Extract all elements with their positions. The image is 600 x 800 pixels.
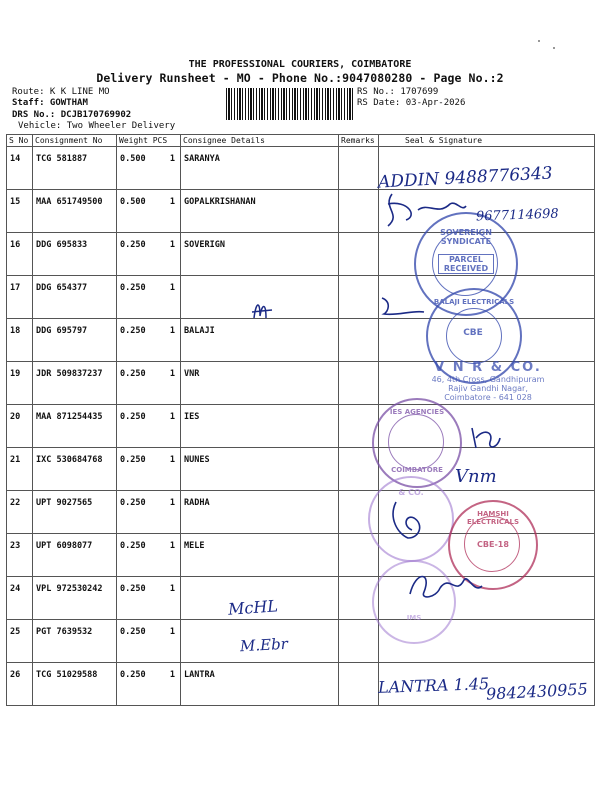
signature-row24 bbox=[406, 566, 486, 606]
mele-stamp-text: HAMSHI ELECTRICALS bbox=[467, 510, 519, 526]
cell-sno: 14 bbox=[7, 147, 33, 190]
cell-remarks bbox=[339, 276, 379, 319]
cell-sno: 26 bbox=[7, 663, 33, 706]
weight-value: 0.250 bbox=[120, 455, 146, 465]
cell-remarks bbox=[339, 448, 379, 491]
cell-remarks bbox=[339, 190, 379, 233]
mele-stamp-code: CBE-18 bbox=[477, 540, 509, 549]
cell-remarks bbox=[339, 319, 379, 362]
weight-value: 0.250 bbox=[120, 584, 146, 594]
cell-weight bbox=[117, 147, 181, 190]
vnr-stamp-addr3: Coimbatore - 641 028 bbox=[444, 393, 532, 402]
cell-sno: 21 bbox=[7, 448, 33, 491]
col-weight-pcs: Weight PCS bbox=[117, 135, 181, 147]
pcs-value: 1 bbox=[169, 498, 175, 508]
vehicle-label: Vehicle: Two Wheeler Delivery bbox=[18, 121, 176, 131]
cell-remarks bbox=[339, 405, 379, 448]
cell-sno: 18 bbox=[7, 319, 33, 362]
cell-weight bbox=[117, 663, 181, 706]
cell-sno: 19 bbox=[7, 362, 33, 405]
cell-consignment: PGT 7639532 bbox=[33, 620, 117, 663]
cell-weight bbox=[117, 577, 181, 620]
cell-consignment: DDG 654377 bbox=[33, 276, 117, 319]
pcs-value: 1 bbox=[169, 541, 175, 551]
cell-weight bbox=[117, 405, 181, 448]
cell-weight bbox=[117, 491, 181, 534]
cell-remarks bbox=[339, 147, 379, 190]
col-remarks: Remarks bbox=[339, 135, 379, 147]
cell-sno: 23 bbox=[7, 534, 33, 577]
radha-stamp-text: & CO. bbox=[398, 488, 424, 497]
weight-value: 0.250 bbox=[120, 670, 146, 680]
weight-value: 0.250 bbox=[120, 627, 146, 637]
runsheet-title: Delivery Runsheet - MO - Phone No.:9047080280 - Page No.:2 bbox=[96, 71, 504, 85]
table-row bbox=[7, 319, 595, 362]
table-header-row bbox=[7, 135, 595, 147]
col-sno: S No bbox=[7, 135, 33, 147]
cell-consignment: DDG 695797 bbox=[33, 319, 117, 362]
drs-number: DRS No.: DCJB170769902 bbox=[12, 110, 132, 120]
parcel-received-text: PARCEL RECEIVED bbox=[438, 254, 494, 274]
ies-stamp-city: COIMBATORE bbox=[391, 466, 443, 474]
vnr-stamp bbox=[398, 360, 578, 402]
cell-seal bbox=[379, 620, 595, 663]
signature-row20 bbox=[468, 424, 504, 454]
cell-remarks bbox=[339, 663, 379, 706]
vnr-stamp-addr2: Rajiv Gandhi Nagar, bbox=[448, 384, 528, 393]
cell-consignee: SARANYA bbox=[181, 147, 339, 190]
route-label: Route: K K LINE MO bbox=[12, 87, 110, 97]
cell-sno: 17 bbox=[7, 276, 33, 319]
table-row bbox=[7, 620, 595, 663]
balaji-stamp-text: BALAJI ELECTRICALS bbox=[433, 298, 515, 306]
pcs-value: 1 bbox=[169, 154, 175, 164]
weight-value: 0.250 bbox=[120, 541, 146, 551]
table-row bbox=[7, 405, 595, 448]
pcs-value: 1 bbox=[169, 412, 175, 422]
cell-consignment: TCG 51029588 bbox=[33, 663, 117, 706]
weight-value: 0.500 bbox=[120, 154, 146, 164]
cell-seal bbox=[379, 319, 595, 362]
pcs-value: 1 bbox=[169, 197, 175, 207]
cell-consignee: GOPALKRISHANAN bbox=[181, 190, 339, 233]
cell-remarks bbox=[339, 620, 379, 663]
weight-value: 0.250 bbox=[120, 240, 146, 250]
cell-sno: 20 bbox=[7, 405, 33, 448]
signature-row17 bbox=[378, 296, 428, 318]
pcs-value: 1 bbox=[169, 584, 175, 594]
pcs-value: 1 bbox=[169, 326, 175, 336]
table-row bbox=[7, 534, 595, 577]
pcs-value: 1 bbox=[169, 455, 175, 465]
cell-consignment: DDG 695833 bbox=[33, 233, 117, 276]
cell-weight bbox=[117, 620, 181, 663]
cell-weight bbox=[117, 362, 181, 405]
col-seal: Seal & Signature bbox=[379, 135, 595, 147]
table-row bbox=[7, 276, 595, 319]
weight-value: 0.250 bbox=[120, 412, 146, 422]
cell-remarks bbox=[339, 491, 379, 534]
pcs-value: 1 bbox=[169, 369, 175, 379]
cell-sno: 24 bbox=[7, 577, 33, 620]
cell-consignee: IES bbox=[181, 405, 339, 448]
handwriting-row26-phone: 9842430955 bbox=[485, 679, 589, 704]
sovereign-stamp-text: SOVEREIGN SYNDICATE bbox=[440, 228, 492, 246]
rs-number: RS No.: 1707699 bbox=[357, 87, 439, 97]
weight-value: 0.500 bbox=[120, 197, 146, 207]
table-row bbox=[7, 448, 595, 491]
pcs-value: 1 bbox=[169, 670, 175, 680]
cell-sno: 15 bbox=[7, 190, 33, 233]
cell-weight bbox=[117, 319, 181, 362]
cell-weight bbox=[117, 448, 181, 491]
cell-remarks bbox=[339, 362, 379, 405]
cell-consignment: MAA 651749500 bbox=[33, 190, 117, 233]
cell-weight bbox=[117, 190, 181, 233]
staff-label: Staff: GOWTHAM bbox=[12, 98, 88, 108]
company-title: THE PROFESSIONAL COURIERS, COIMBATORE bbox=[188, 59, 412, 70]
handwriting-row14: ADDIN 9488776343 bbox=[377, 163, 554, 193]
cell-consignee: SOVERIGN bbox=[181, 233, 339, 276]
cell-remarks bbox=[339, 577, 379, 620]
cell-consignee: VNR bbox=[181, 362, 339, 405]
pcs-value: 1 bbox=[169, 627, 175, 637]
weight-value: 0.250 bbox=[120, 369, 146, 379]
cell-consignee: BALAJI bbox=[181, 319, 339, 362]
cell-consignment: UPT 9027565 bbox=[33, 491, 117, 534]
ims-stamp-text: IMS bbox=[406, 614, 422, 622]
cell-sno: 25 bbox=[7, 620, 33, 663]
cell-remarks bbox=[339, 233, 379, 276]
table-row bbox=[7, 491, 595, 534]
handwriting-row25: McHL bbox=[227, 596, 279, 619]
handwriting-row21: Vnm bbox=[455, 466, 497, 487]
weight-value: 0.250 bbox=[120, 326, 146, 336]
cell-weight bbox=[117, 276, 181, 319]
handwriting-row26a: M.Ebr bbox=[239, 634, 289, 656]
cell-consignment: VPL 972530242 bbox=[33, 577, 117, 620]
weight-value: 0.250 bbox=[120, 283, 146, 293]
pcs-value: 1 bbox=[169, 283, 175, 293]
signature-row18 bbox=[250, 296, 274, 322]
table-row bbox=[7, 233, 595, 276]
cell-consignee: LANTRA bbox=[181, 663, 339, 706]
cell-seal bbox=[379, 233, 595, 276]
vnr-stamp-name: V N R & CO. bbox=[434, 360, 542, 375]
cell-consignee: RADHA bbox=[181, 491, 339, 534]
cell-remarks bbox=[339, 534, 379, 577]
cell-consignment: UPT 6098077 bbox=[33, 534, 117, 577]
barcode bbox=[226, 88, 354, 120]
cell-consignment: TCG 581887 bbox=[33, 147, 117, 190]
cell-consignment: IXC 530684768 bbox=[33, 448, 117, 491]
vnr-stamp-addr1: 46, 4th Cross, Gandhipuram bbox=[431, 375, 545, 384]
signature-row22 bbox=[388, 498, 428, 542]
cell-consignment: MAA 871254435 bbox=[33, 405, 117, 448]
weight-value: 0.250 bbox=[120, 498, 146, 508]
rs-date: RS Date: 03-Apr-2026 bbox=[357, 98, 466, 108]
cell-sno: 22 bbox=[7, 491, 33, 534]
col-consignee: Consignee Details bbox=[181, 135, 339, 147]
pcs-value: 1 bbox=[169, 240, 175, 250]
handwriting-row26-signature: LANTRA 1.45 bbox=[377, 674, 490, 697]
cell-consignee: NUNES bbox=[181, 448, 339, 491]
cell-sno: 16 bbox=[7, 233, 33, 276]
balaji-stamp-code: CBE bbox=[463, 328, 483, 338]
cell-weight bbox=[117, 534, 181, 577]
col-consignment: Consignment No bbox=[33, 135, 117, 147]
cell-consignment: JDR 509837237 bbox=[33, 362, 117, 405]
signature-row15 bbox=[378, 190, 468, 230]
cell-weight bbox=[117, 233, 181, 276]
handwriting-row15-phone: 9677114698 bbox=[475, 206, 559, 225]
cell-consignee: MELE bbox=[181, 534, 339, 577]
table-row bbox=[7, 577, 595, 620]
ies-stamp-text: IES AGENCIES bbox=[389, 408, 445, 416]
